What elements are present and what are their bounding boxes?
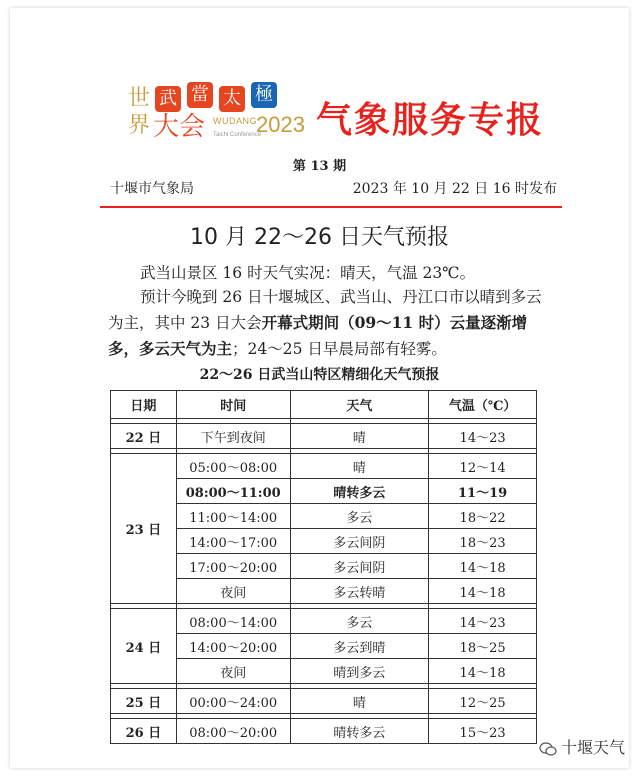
current-conditions: 武当山景区 16 时天气实况：晴天，气温 23℃。 xyxy=(140,264,476,282)
date-cell: 23 日 xyxy=(111,454,177,604)
temp-cell: 14～18 xyxy=(429,659,537,684)
forecast-highlight: 开幕式期间（09～11 时）云量逐渐增多，多云天气为主 xyxy=(108,313,528,358)
weather-cell: 多云 xyxy=(290,609,429,634)
logo-dahui: 大会 xyxy=(153,112,206,142)
column-header: 气温（℃） xyxy=(429,391,537,419)
time-cell: 08:00～20:00 xyxy=(176,719,290,744)
watermark-text: 十堰天气 xyxy=(560,738,625,757)
date-cell: 22 日 xyxy=(111,424,177,449)
temp-cell: 12～14 xyxy=(429,454,537,479)
weather-cell: 晴 xyxy=(290,454,429,479)
column-header: 时间 xyxy=(176,391,290,419)
temp-cell: 14～18 xyxy=(429,554,537,579)
issuing-org: 十堰市气象局 xyxy=(110,181,194,197)
logo-chip: 極 xyxy=(251,82,277,108)
logo-wudang: WUDANG xyxy=(213,116,257,126)
issue-number: 第 13 期 xyxy=(292,159,347,174)
logo-chip: 武 xyxy=(155,86,181,112)
time-cell: 08:00～11:00 xyxy=(176,479,290,504)
time-cell: 下午到夜间 xyxy=(176,424,290,449)
weather-cell: 多云转晴 xyxy=(290,579,429,604)
time-cell: 11:00～14:00 xyxy=(176,504,290,529)
date-cell: 25 日 xyxy=(111,689,177,714)
watermark xyxy=(539,735,625,758)
time-cell: 14:00～20:00 xyxy=(176,634,290,659)
temp-cell: 15～23 xyxy=(429,719,537,744)
temp-cell: 18～25 xyxy=(429,634,537,659)
conference-logo xyxy=(128,82,305,146)
temp-cell: 18～22 xyxy=(429,504,537,529)
column-header: 天气 xyxy=(290,391,429,419)
table-header-row xyxy=(111,391,537,419)
temp-cell: 18～23 xyxy=(429,529,537,554)
forecast-table xyxy=(110,390,537,744)
header-divider xyxy=(100,206,562,208)
page-title: 气象服务专报 xyxy=(316,100,545,141)
date-cell: 24 日 xyxy=(111,609,177,684)
logo-chip: 太 xyxy=(219,86,245,112)
temp-cell: 14～18 xyxy=(429,579,537,604)
forecast-summary xyxy=(108,284,556,362)
weather-cell: 晴到多云 xyxy=(290,659,429,684)
column-header: 日期 xyxy=(111,391,177,419)
temp-cell: 11～19 xyxy=(429,479,537,504)
logo-subtitle: Taichi Conference xyxy=(213,132,262,138)
table-row xyxy=(111,689,537,714)
weather-cell: 多云间阴 xyxy=(290,529,429,554)
temp-cell: 14～23 xyxy=(429,609,537,634)
table-row xyxy=(111,609,537,634)
forecast-title: 10 月 22～26 日天气预报 xyxy=(190,225,449,250)
temp-cell: 12～25 xyxy=(429,689,537,714)
time-cell: 05:00～08:00 xyxy=(176,454,290,479)
publish-date: 2023 年 10 月 22 日 16 时发布 xyxy=(352,181,557,197)
weather-cell: 晴 xyxy=(290,424,429,449)
temp-cell: 14～23 xyxy=(429,424,537,449)
weather-cell: 多云 xyxy=(290,504,429,529)
date-cell: 26 日 xyxy=(111,719,177,744)
time-cell: 夜间 xyxy=(176,659,290,684)
table-row xyxy=(111,719,537,744)
weather-cell: 多云到晴 xyxy=(290,634,429,659)
logo-char: 世 xyxy=(128,86,151,111)
forecast-text: 预计今晚到 26 日十堰城区、武当山、丹江口市以晴到多云为主，其中 23 日大会 xyxy=(108,288,542,332)
logo-chip: 當 xyxy=(187,82,213,108)
time-cell: 08:00～14:00 xyxy=(176,609,290,634)
logo-char: 界 xyxy=(128,113,151,138)
time-cell: 夜间 xyxy=(176,579,290,604)
wechat-icon xyxy=(539,742,557,756)
forecast-text: ；24～25 日早晨局部有轻雾。 xyxy=(232,340,447,358)
weather-cell: 晴转多云 xyxy=(290,719,429,744)
weather-cell: 晴 xyxy=(290,689,429,714)
logo-year: 2023 xyxy=(256,112,305,137)
table-title: 22～26 日武当山特区精细化天气预报 xyxy=(199,367,440,383)
time-cell: 00:00～24:00 xyxy=(176,689,290,714)
time-cell: 17:00～20:00 xyxy=(176,554,290,579)
table-row xyxy=(111,454,537,479)
table-row xyxy=(111,424,537,449)
weather-cell: 多云间阴 xyxy=(290,554,429,579)
time-cell: 14:00～17:00 xyxy=(176,529,290,554)
weather-cell: 晴转多云 xyxy=(290,479,429,504)
